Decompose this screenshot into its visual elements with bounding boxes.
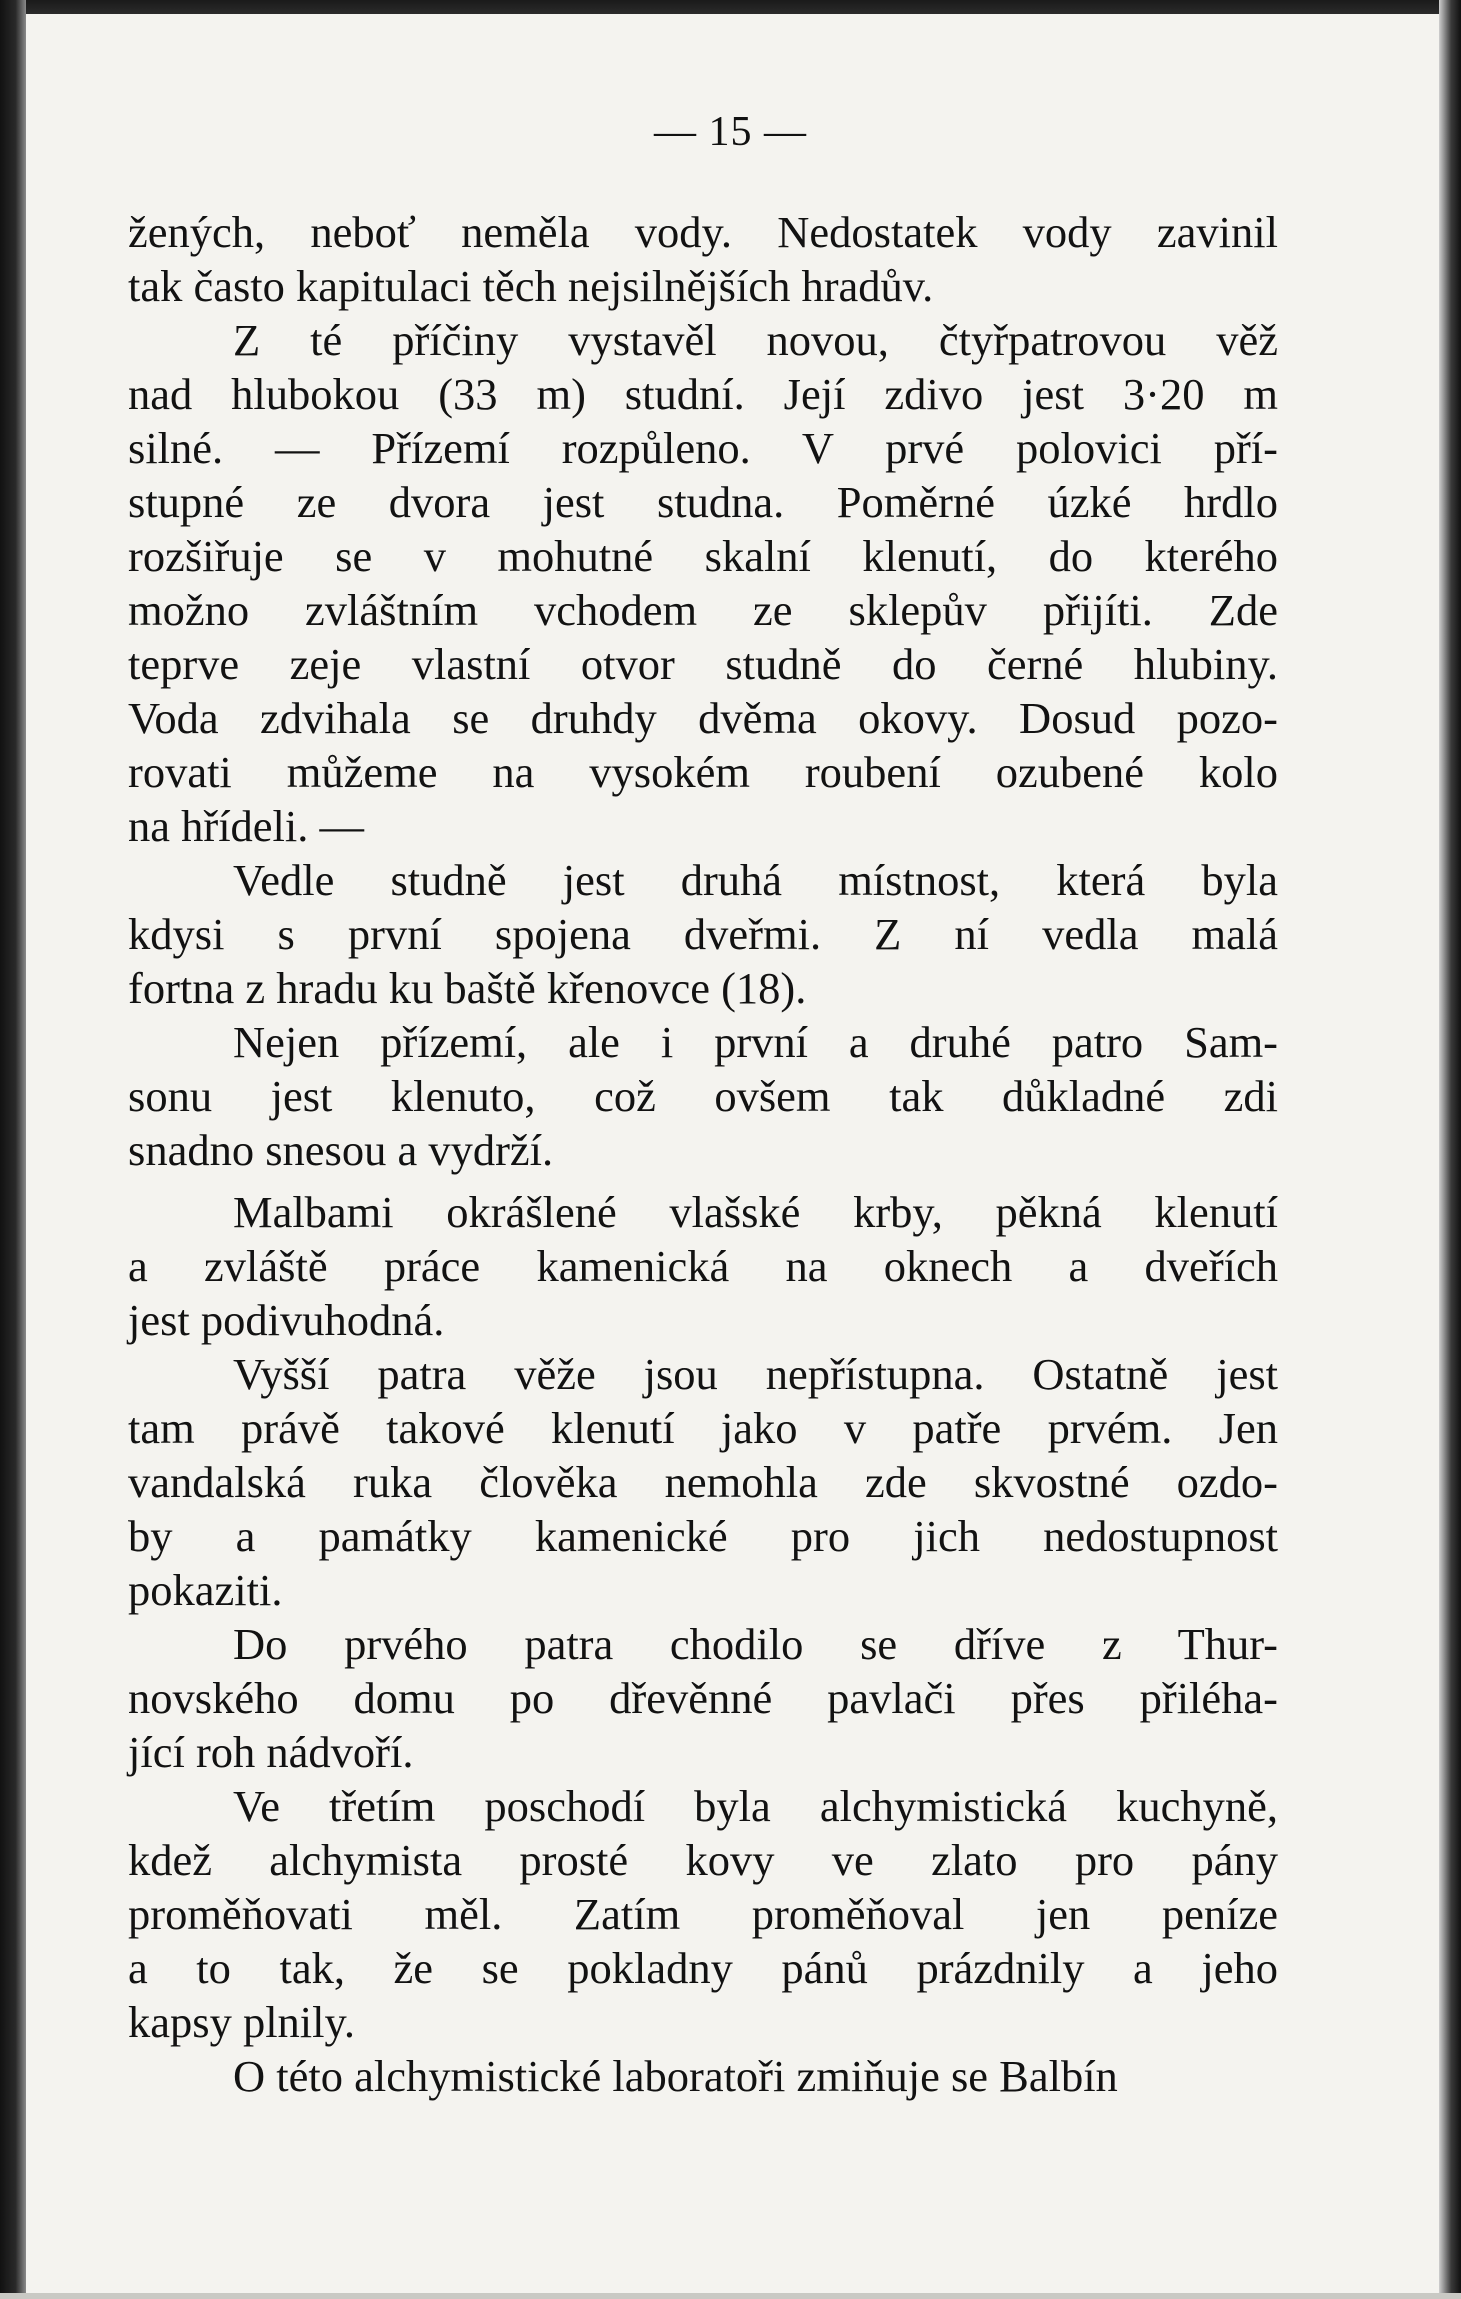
paragraph [128, 1347, 1278, 1617]
text-line: nad hlubokou (33 m) studní. Její zdivo jest 3·20 m [128, 369, 1278, 419]
text-line: rovati můžeme na vysokém roubení ozubené kolo [128, 747, 1278, 797]
text-line: by a památky kamenické pro jich nedostupnost [128, 1511, 1278, 1561]
text-line: Vedle studně jest druhá místnost, která byla [233, 855, 1278, 905]
paragraph [128, 1617, 1278, 1779]
text-line: proměňovati měl. Zatím proměňoval jen peníze [128, 1889, 1278, 1939]
text-line: jící roh nádvoří. [128, 1727, 414, 1777]
text-line: vandalská ruka člověka nemohla zde skvostné ozdo- [128, 1457, 1278, 1507]
text-line: kapsy plnily. [128, 1997, 356, 2047]
text-line: Ve třetím poschodí byla alchymistická kuchyně, [233, 1781, 1278, 1831]
scan-border-left [0, 0, 26, 2299]
text-line: stupné ze dvora jest studna. Poměrné úzké hrdlo [128, 477, 1278, 527]
paragraph [128, 1015, 1278, 1177]
text-line: jest podivuhodná. [128, 1295, 445, 1345]
paragraph [128, 313, 1278, 853]
text-line: žených, neboť neměla vody. Nedostatek vody zavinil [128, 207, 1278, 257]
text-line: fortna z hradu ku baště křenovce (18). [128, 963, 807, 1013]
scan-border-top [0, 0, 1461, 14]
text-line: snadno snesou a vydrží. [128, 1125, 554, 1175]
scan-border-bottom [0, 2293, 1461, 2299]
text-line: Vyšší patra věže jsou nepřístupna. Ostatně jest [233, 1349, 1278, 1399]
paragraph [128, 853, 1278, 1015]
paragraph [128, 1185, 1278, 1347]
text-line: kdež alchymista prosté kovy ve zlato pro pány [128, 1835, 1278, 1885]
text-line: a zvláště práce kamenická na oknech a dveřích [128, 1241, 1278, 1291]
text-line: Voda zdvihala se druhdy dvěma okovy. Dosud pozo- [128, 693, 1278, 743]
scan-border-right [1439, 0, 1461, 2299]
text-line: Nejen přízemí, ale i první a druhé patro Sam- [233, 1017, 1278, 1067]
body-text [128, 205, 1278, 2103]
text-line: tam právě takové klenutí jako v patře prvém. Jen [128, 1403, 1278, 1453]
text-line: rozšiřuje se v mohutné skalní klenutí, do kterého [128, 531, 1278, 581]
text-line: sonu jest klenuto, což ovšem tak důkladné zdi [128, 1071, 1278, 1121]
paragraph [128, 205, 1278, 313]
text-line: možno zvláštním vchodem ze sklepův přijíti. Zde [128, 585, 1278, 635]
text-line: pokaziti. [128, 1565, 283, 1615]
text-line: a to tak, že se pokladny pánů prázdnily a jeho [128, 1943, 1278, 1993]
text-line: tak často kapitulaci těch nejsilnějších hradův. [128, 261, 934, 311]
text-line: Z té příčiny vystavěl novou, čtyřpatrovou věž [233, 315, 1278, 365]
paragraph [128, 2049, 1278, 2103]
text-line: Do prvého patra chodilo se dříve z Thur- [233, 1619, 1278, 1669]
text-line: kdysi s první spojena dveřmi. Z ní vedla malá [128, 909, 1278, 959]
text-line: novského domu po dřevěnné pavlači přes přiléha- [128, 1673, 1278, 1723]
page-number: — 15 — [654, 109, 807, 155]
text-line: O této alchymistické laboratoři zmiňuje se Balbín [233, 2051, 1118, 2101]
paragraph [128, 1779, 1278, 2049]
paragraph-gap [128, 1177, 1278, 1185]
text-line: na hřídeli. — [128, 801, 365, 851]
text-line: teprve zeje vlastní otvor studně do černé hlubiny. [128, 639, 1278, 689]
text-line: silné. — Přízemí rozpůleno. V prvé polovici pří- [128, 423, 1278, 473]
text-line: Malbami okrášlené vlašské krby, pěkná klenutí [233, 1187, 1278, 1237]
